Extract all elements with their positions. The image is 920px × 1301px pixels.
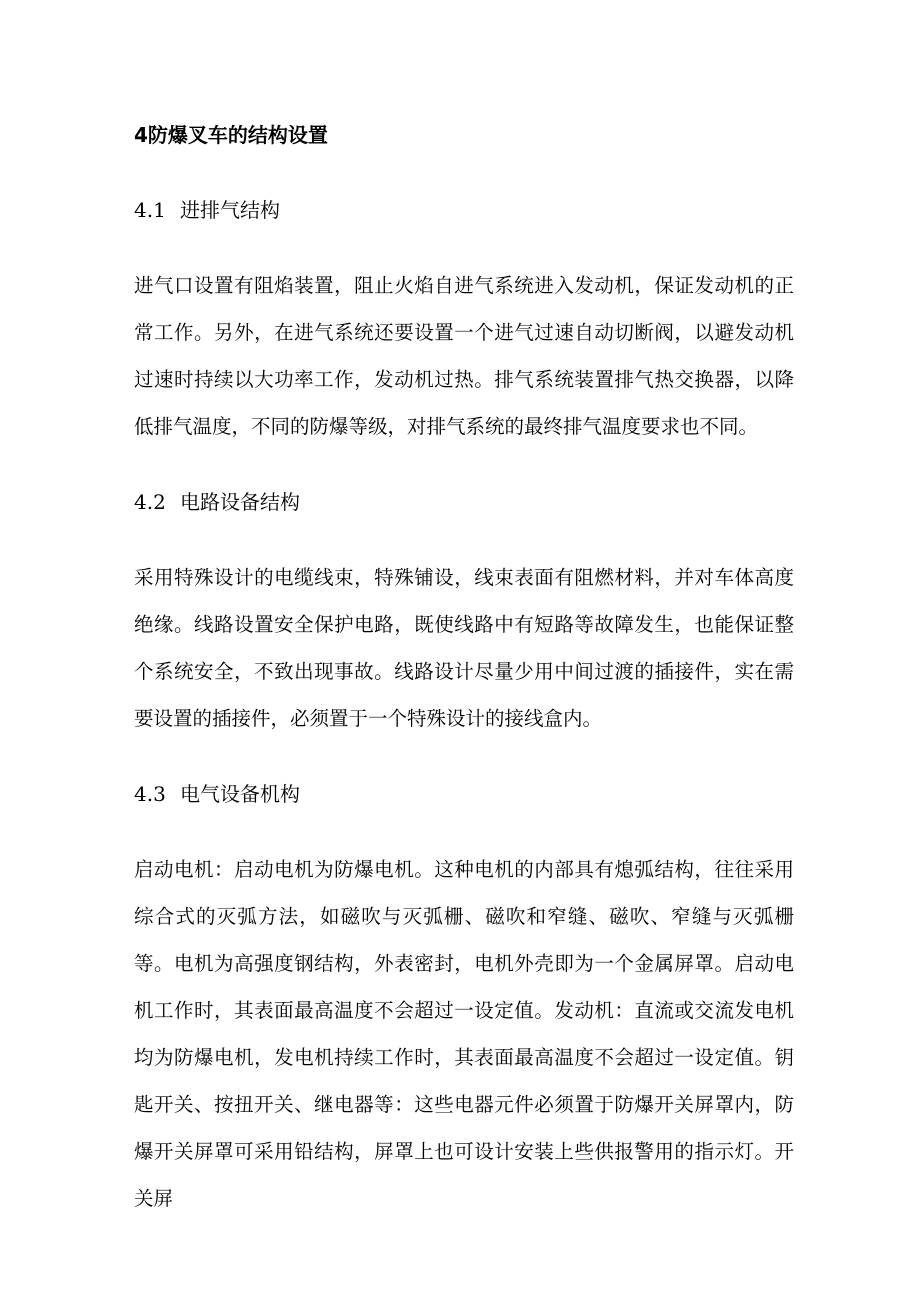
section-number: 4.1 bbox=[134, 198, 166, 222]
section-heading-4-1 bbox=[134, 187, 794, 233]
section-paragraph-4-2: 采用特殊设计的电缆线束，特殊铺设，线束表面有阻燃材料，并对车体高度绝缘。线路设置安全保护电路，既使线路中有短路等故障发生，也能保证整个系统安全，不致出现事故。线路设计尽量少用中间过渡的插接件，实在需要设置的插接件，必须置于一个特殊设计的接线盒内。 bbox=[134, 566, 794, 730]
chapter-title: 4防爆叉车的结构设置 bbox=[134, 123, 328, 147]
section-title: 电路设备结构 bbox=[180, 490, 300, 514]
section-heading-4-2 bbox=[134, 479, 794, 525]
section-number: 4.3 bbox=[134, 782, 166, 806]
section-title: 电气设备机构 bbox=[180, 782, 300, 806]
document-body bbox=[134, 112, 794, 1222]
section-heading-4-3 bbox=[134, 771, 794, 817]
section-title: 进排气结构 bbox=[180, 198, 280, 222]
section-number: 4.2 bbox=[134, 490, 166, 514]
section-paragraph-4-1: 进气口设置有阻焰装置，阻止火焰自进气系统进入发动机，保证发动机的正常工作。另外，在进气系统还要设置一个进气过速自动切断阀，以避发动机过速时持续以大功率工作，发动机过热。排气系统装置排气热交换器，以降低排气温度，不同的防爆等级，对排气系统的最终排气温度要求也不同。 bbox=[134, 274, 794, 438]
section-paragraph-4-3: 启动电机：启动电机为防爆电机。这种电机的内部具有熄弧结构，往往采用综合式的灭弧方法，如磁吹与灭弧栅、磁吹和窄缝、磁吹、窄缝与灭弧栅等。电机为高强度钢结构，外表密封，电机外壳即为一个金属屏罩。启动电机工作时，其表面最高温度不会超过一设定值。发动机：直流或交流发电机均为防爆电机，发电机持续工作时，其表面最高温度不会超过一设定值。钥匙开关、按扭开关、继电器等：这些电器元件必须置于防爆开关屏罩内，防爆开关屏罩可采用铅结构，屏罩上也可设计安装上些供报警用的指示灯。开关屏 bbox=[134, 858, 794, 1210]
